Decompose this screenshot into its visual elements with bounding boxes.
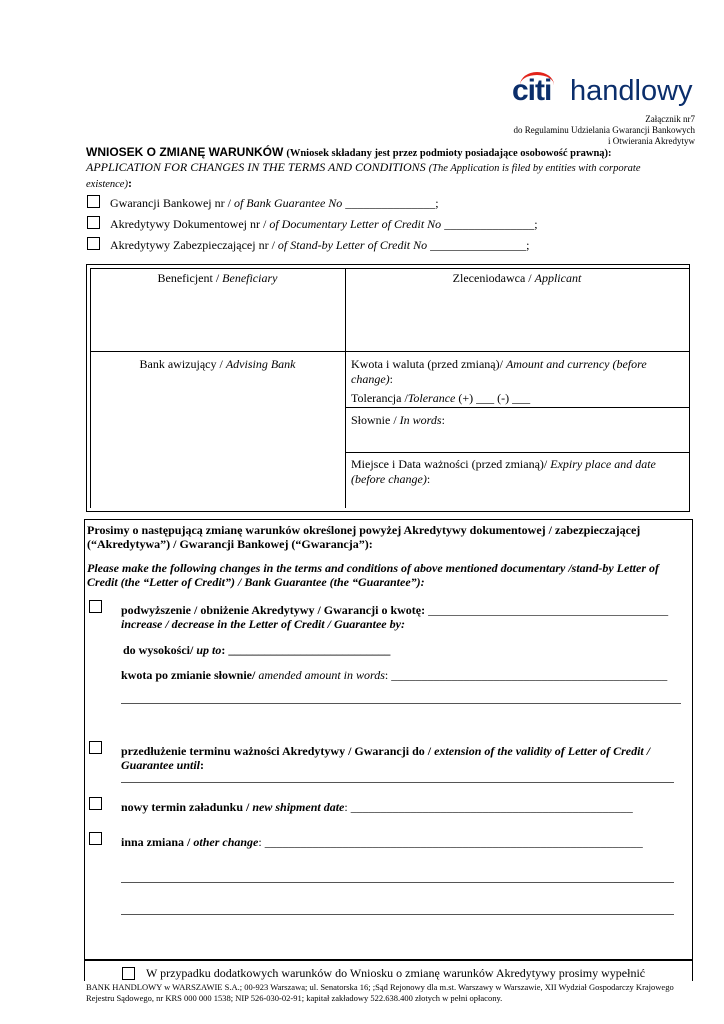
parties-table [86, 264, 690, 512]
increase-label-en: increase / decrease in the Letter of Credit / Guarantee by: [121, 617, 405, 631]
label-en: Amount and currency (before change) [351, 357, 647, 386]
title-pl: WNIOSEK O ZMIANĘ WARUNKÓW [86, 145, 284, 159]
amended-label-en: amended amount in words [258, 668, 385, 682]
title-pl-note: (Wniosek składany jest przez podmioty posiadające osobowość prawną): [286, 148, 612, 159]
amended-amount-continuation-line[interactable] [121, 703, 681, 704]
title-en: APPLICATION FOR CHANGES IN THE TERMS AND CONDITIONS [86, 160, 426, 174]
additional-conditions-text: W przypadku dodatkowych warunków do Wniosku o zmianę warunków Akredytywy prosimy wypełnić [146, 966, 646, 980]
title-en-note: (The Application is filed by entities with corporate existence) [86, 163, 641, 190]
footer [86, 982, 686, 1004]
applicant-label [345, 271, 689, 286]
table-divider [90, 351, 689, 352]
increase-decrease-line [121, 603, 686, 617]
annex-reference [514, 114, 695, 147]
annex-line: do Regulaminu Udzielania Gwarancji Bankowych [513, 125, 695, 135]
colon: : [389, 372, 393, 386]
option-label-en: of Bank Guarantee No [233, 196, 343, 210]
option-label-en: of Documentary Letter of Credit No [269, 217, 442, 231]
footer-line: BANK HANDLOWY w WARSZAWIE S.A.; 00-923 Warszawa; ul. Senatorska 16; ;Sąd Rejonowy dla m.st. Warszawy w Warszawie, XII Wydział Gospodarczy Krajowego [86, 982, 674, 992]
option-label: Akredytywy Zabezpieczającej nr / [110, 238, 278, 252]
citi-handlowy-logo [512, 74, 693, 110]
label-pl: Bank awizujący / [139, 357, 226, 371]
label-en: Advising Bank [225, 357, 296, 371]
label-en: Expiry place and date (before change) [351, 457, 656, 486]
shipment-label-en: new shipment date [252, 800, 345, 814]
annex-line: i Otwierania Akredytyw [608, 136, 695, 146]
standby-lc-checkbox[interactable] [87, 237, 100, 250]
colon: : [200, 758, 205, 772]
other-change-line-2[interactable] [121, 882, 674, 883]
title-colon: : [127, 176, 132, 190]
increase-amount-field[interactable]: ________________________________________ [425, 603, 669, 617]
shipment-checkbox[interactable] [89, 797, 102, 810]
label-en: Applicant [534, 271, 582, 285]
extension-date-field[interactable] [121, 782, 674, 783]
table-divider [345, 407, 689, 408]
other-label-en: other change [193, 835, 259, 849]
label-en: Tolerance [407, 391, 456, 405]
documentary-lc-checkbox[interactable] [87, 216, 100, 229]
bank-guarantee-checkbox[interactable] [87, 195, 100, 208]
other-change-line-3[interactable] [121, 914, 674, 915]
other-change-field[interactable]: : _______________________________________________________________ [258, 835, 643, 849]
table-divider [345, 452, 689, 453]
shipment-line [121, 800, 633, 814]
table-divider [345, 268, 346, 508]
option-standby-lc [110, 238, 529, 253]
option-documentary-lc [110, 217, 538, 232]
standby-lc-number-field[interactable]: ________________; [427, 238, 530, 252]
up-to-field[interactable]: : ___________________________ [221, 643, 391, 657]
amount-currency-label [351, 357, 681, 387]
request-text-en: Please make the following changes in the terms and conditions of above mentioned documentary /stand-by Letter of Credit (the “Letter of Credit”) / Bank Guarantee (the “Guarantee”): [87, 561, 659, 589]
label-pl: Beneficjent / [157, 271, 223, 285]
tolerance-label [351, 391, 681, 406]
amended-amount-line [121, 668, 667, 682]
up-to-label-en: up to [196, 643, 222, 657]
tolerance-field[interactable]: (+) ___ (-) ___ [455, 391, 531, 405]
logo-handlowy-text: handlowy [570, 75, 693, 107]
label-pl: Kwota i waluta (przed zmianą)/ [351, 357, 506, 371]
label-pl: Miejsce i Data ważności (przed zmianą)/ [351, 457, 551, 471]
document-title-en [86, 160, 656, 192]
colon: : [426, 472, 431, 486]
beneficiary-label [90, 271, 345, 286]
up-to-line [123, 643, 390, 657]
shipment-date-field[interactable]: : _______________________________________________ [344, 800, 633, 814]
shipment-label-pl: nowy termin załadunku / [121, 800, 253, 814]
in-words-label [351, 413, 681, 428]
documentary-lc-number-field[interactable]: _______________; [441, 217, 538, 231]
annex-line: Załącznik nr7 [645, 114, 695, 124]
additional-conditions-checkbox[interactable] [122, 967, 135, 980]
expiry-label [351, 457, 681, 487]
option-label: Gwarancji Bankowej nr / [110, 196, 234, 210]
label-pl: Tolerancja / [351, 391, 408, 405]
increase-decrease-checkbox[interactable] [89, 600, 102, 613]
amended-label-pl: kwota po zmianie słownie/ [121, 668, 259, 682]
other-change-checkbox[interactable] [89, 832, 102, 845]
label-en: In words [399, 413, 442, 427]
amended-amount-field[interactable]: : ______________________________________________ [384, 668, 668, 682]
request-text-pl: Prosimy o następującą zmianę warunków określonej powyżej Akredytywy dokumentowej / zabezpieczającej (“Akredytywa”) / Gwarancji Bankowej (“Gwarancja”): [87, 523, 641, 551]
colon: : [441, 413, 445, 427]
extension-line [121, 744, 681, 772]
other-label-pl: inna zmiana / [121, 835, 194, 849]
extension-label-en: extension of the validity of Letter of Credit / Guarantee until [121, 744, 651, 772]
logo-citi-text: citi [512, 74, 552, 107]
label-en: Beneficiary [222, 271, 278, 285]
label-pl: Zleceniodawca / [452, 271, 535, 285]
label-pl: Słownie / [351, 413, 400, 427]
footer-line: Rejestru Sądowego, nr KRS 000 000 1538; NIP 526-030-02-91; kapitał zakładowy 522.638.400 złotych w pełni opłacony. [86, 993, 503, 1003]
increase-label-pl: podwyższenie / obniżenie Akredytywy / Gwarancji o kwotę: [121, 603, 426, 617]
advising-bank-label [90, 357, 345, 372]
extension-checkbox[interactable] [89, 741, 102, 754]
document-title-pl [86, 145, 612, 160]
up-to-label-pl: do wysokości/ [123, 643, 197, 657]
other-change-line [121, 835, 643, 849]
bank-guarantee-number-field[interactable]: _______________; [342, 196, 439, 210]
option-bank-guarantee [110, 196, 439, 211]
option-label-en: of Stand-by Letter of Credit No [277, 238, 428, 252]
option-label: Akredytywy Dokumentowej nr / [110, 217, 270, 231]
extension-label-pl: przedłużenie terminu ważności Akredytywy / Gwarancji do / [121, 744, 435, 758]
